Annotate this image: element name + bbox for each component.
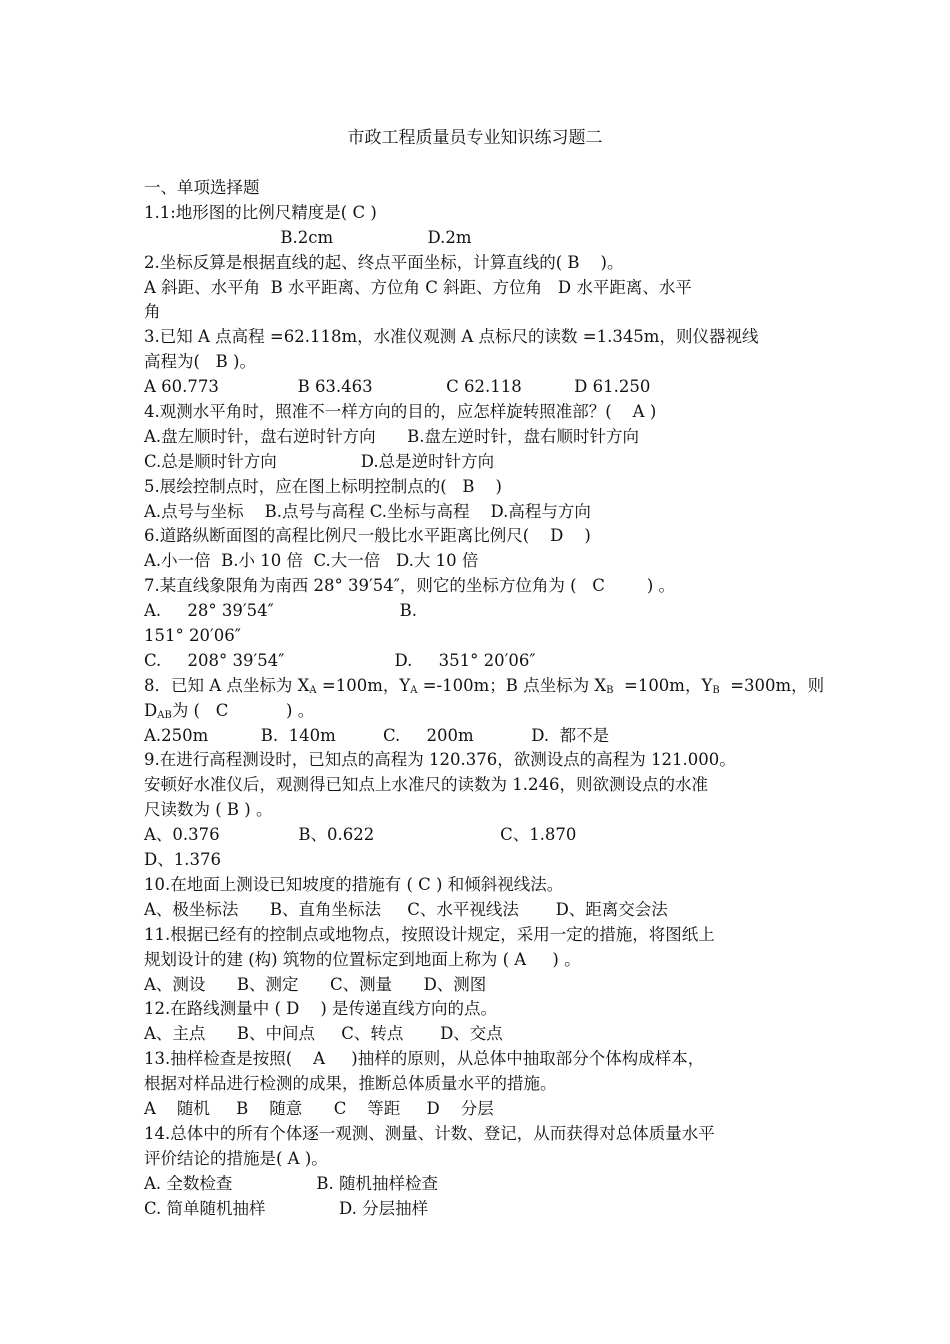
q8-subscript-ab: AB: [157, 709, 172, 721]
text-line: D、1.376: [144, 850, 221, 870]
text-line: 1.1:地形图的比例尺精度是( C ): [144, 202, 377, 222]
q8-text-d: D: [144, 700, 158, 720]
q8-text-c: =-100m；B 点坐标为 X: [417, 675, 607, 695]
text-line: 2.坐标反算是根据直线的起、终点平面坐标，计算直线的( B )。: [144, 252, 624, 272]
q8-subscript-ya: A: [410, 684, 418, 696]
text-line: A.点号与坐标 B.点号与高程 C.坐标与高程 D.高程与方向: [144, 501, 591, 521]
text-line: 评价结论的措施是( A )。: [144, 1148, 328, 1168]
text-line: 7.某直线象限角为南西 28° 39′54″，则它的坐标方位角为 ( C ) 。: [144, 576, 676, 596]
text-line: A、测设 B、测定 C、测量 D、测图: [144, 974, 487, 994]
text-line: 安顿好水准仪后，观测得已知点上水准尺的读数为 1.246，则欲测设点的水准: [144, 775, 708, 795]
text-line: A、0.376 B、0.622 C、1.870: [144, 825, 577, 845]
text-line: 9.在进行高程测设时，已知点的高程为 120.376，欲测设点的高程为 121.000。: [144, 750, 736, 770]
document-body: [144, 176, 825, 1221]
text-line: C. 简单随机抽样 D. 分层抽样: [144, 1198, 429, 1218]
text-line: A、极坐标法 B、直角坐标法 C、水平视线法 D、距离交会法: [144, 899, 668, 919]
text-line: A 斜距、水平角 B 水平距离、方位角 C 斜距、方位角 D 水平距离、水平: [144, 277, 692, 297]
text-line: A 随机 B 随意 C 等距 D 分层: [144, 1098, 494, 1118]
text-line: A 60.773 B 63.463 C 62.118 D 61.250: [144, 377, 651, 397]
text-line: A.盘左顺时针，盘右逆时针方向 B.盘左逆时针，盘右顺时针方向: [144, 426, 639, 446]
text-line: 规划设计的建 (构) 筑物的位置标定到地面上称为 ( A ) 。: [144, 949, 581, 969]
text-line: 角: [144, 302, 161, 322]
q8-text-a: 8．已知 A 点坐标为 X: [144, 675, 310, 695]
text-line: 13.抽样检查是按照( A )抽样的原则，从总体中抽取部分个体构成样本，: [144, 1049, 705, 1069]
document-title: 市政工程质量员专业知识练习题二: [347, 128, 603, 148]
text-line: 10.在地面上测设已知坡度的措施有 ( C ) 和倾斜视线法。: [144, 874, 564, 894]
q8-subscript-yb: B: [712, 684, 720, 696]
text-line: 6.道路纵断面图的高程比例尺一般比水平距离比例尺( D ): [144, 526, 591, 546]
text-line: A. 28° 39′54″ B.: [144, 601, 418, 621]
section-heading: 一、单项选择题: [144, 178, 260, 197]
text-line: B.2cm D.2m: [144, 227, 472, 247]
text-line: A. 全数检查 B. 随机抽样检查: [144, 1173, 438, 1193]
text-line: 14.总体中的所有个体逐一观测、测量、计数、登记，从而获得对总体质量水平: [144, 1123, 715, 1143]
text-line: A.250m B. 140m C. 200m D. 都不是: [144, 725, 610, 745]
text-line: 5.展绘控制点时，应在图上标明控制点的( B ): [144, 476, 502, 496]
q8-text-rest: 为 ( C ) 。: [171, 700, 315, 720]
text-line: 尺读数为 ( B ) 。: [144, 800, 273, 820]
text-line: A.小一倍 B.小 10 倍 C.大一倍 D.大 10 倍: [144, 551, 479, 571]
text-line: 11.根据已经有的控制点或地物点，按照设计规定，采用一定的措施，将图纸上: [144, 924, 715, 944]
q8-subscript-xb: B: [606, 684, 614, 696]
text-line: 151° 20′06″: [144, 626, 241, 646]
text-line: C.总是顺时针方向 D.总是逆时针方向: [144, 451, 495, 471]
text-line: 高程为( B )。: [144, 352, 256, 372]
text-line: 12.在路线测量中 ( D ) 是传递直线方向的点。: [144, 999, 498, 1019]
question-8-line-2: [144, 699, 814, 724]
q8-subscript-xa: A: [309, 684, 317, 696]
text-line: 3.已知 A 点高程 =62.118m，水准仪观测 A 点标尺的读数 =1.345m，则仪器视线: [144, 327, 759, 347]
text-line: 4.观测水平角时，照准不一样方向的目的，应怎样旋转照准部？( A ): [144, 402, 657, 422]
q8-text-e: =300m，则: [719, 675, 825, 695]
text-line: 根据对样品进行检测的成果，推断总体质量水平的措施。: [144, 1074, 557, 1094]
text-line: C. 208° 39′54″ D. 351° 20′06″: [144, 650, 536, 670]
q8-text-b: =100m，Y: [316, 675, 411, 695]
question-8-line-1: [144, 674, 825, 699]
text-line: A、主点 B、中间点 C、转点 D、交点: [144, 1024, 503, 1044]
q8-text-d: =100m，Y: [613, 675, 713, 695]
